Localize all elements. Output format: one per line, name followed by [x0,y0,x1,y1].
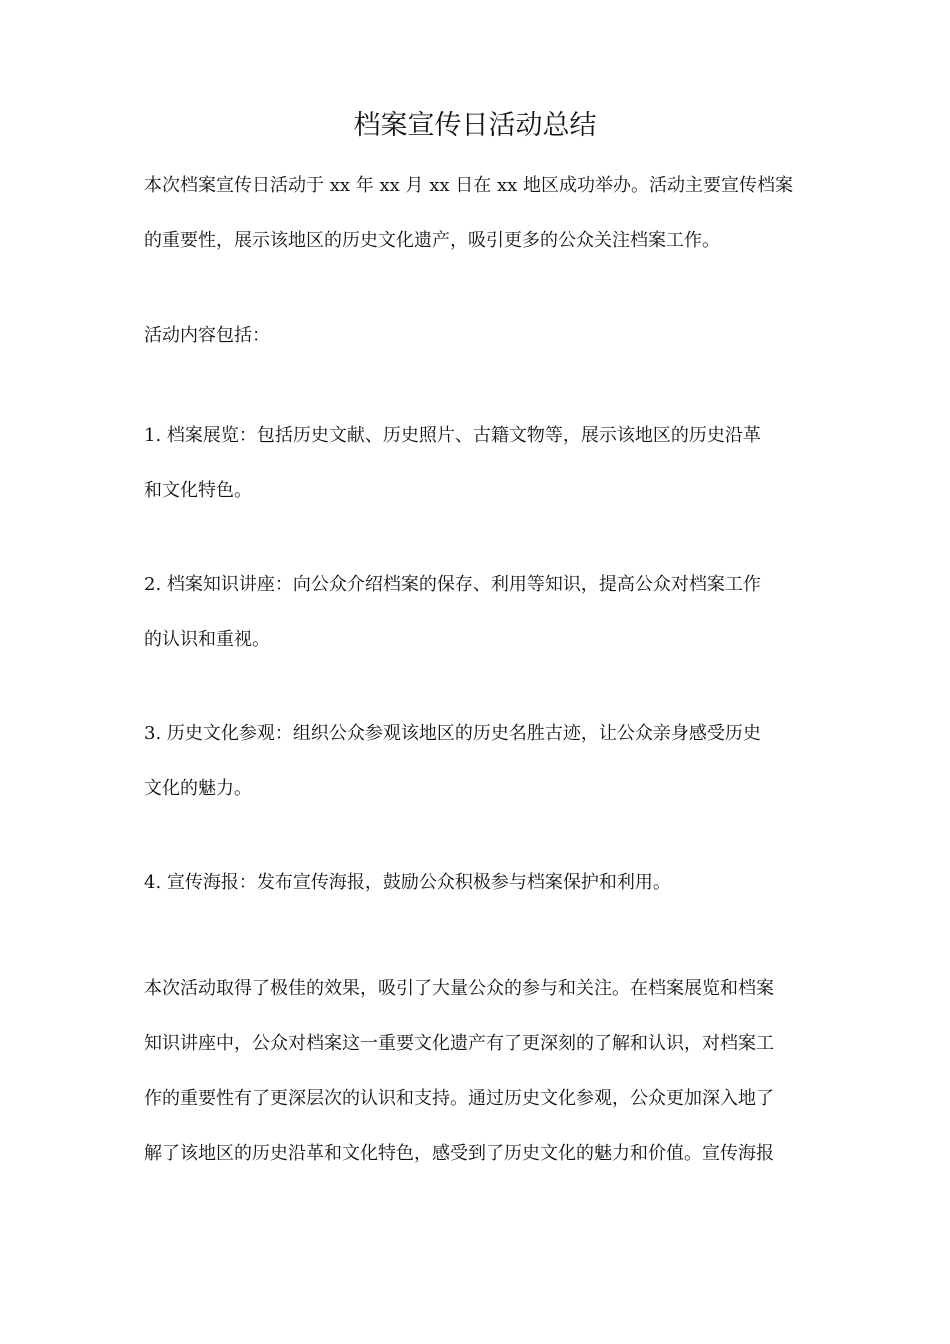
text-line: 本次档案宣传日活动于 xx 年 xx 月 xx 日在 xx 地区成功举办。活动主要宣传档案 [144,175,793,196]
intro-paragraph [144,158,814,268]
text-line: 和文化特色。 [144,480,252,501]
list-item-1 [144,408,814,518]
text-line: 1. 档案展览：包括历史文献、历史照片、古籍文物等，展示该地区的历史沿革 [144,425,761,446]
text-line: 解了该地区的历史沿革和文化特色，感受到了历史文化的魅力和价值。宣传海报 [144,1143,774,1164]
text-line: 的重要性，展示该地区的历史文化遗产，吸引更多的公众关注档案工作。 [144,230,720,251]
text-line: 的认识和重视。 [144,629,270,650]
list-item-2 [144,557,814,667]
text-line: 作的重要性有了更深层次的认识和支持。通过历史文化参观，公众更加深入地了 [144,1088,774,1109]
text-line: 活动内容包括： [144,325,270,346]
text-line: 文化的魅力。 [144,778,252,799]
list-item-4 [144,855,814,910]
text-line: 3. 历史文化参观：组织公众参观该地区的历史名胜古迹，让公众亲身感受历史 [144,723,761,744]
text-line: 知识讲座中，公众对档案这一重要文化遗产有了更深刻的了解和认识，对档案工 [144,1033,774,1054]
list-item-3 [144,706,814,816]
content-heading [144,308,814,363]
text-line: 2. 档案知识讲座：向公众介绍档案的保存、利用等知识，提高公众对档案工作 [144,574,761,595]
text-line: 本次活动取得了极佳的效果，吸引了大量公众的参与和关注。在档案展览和档案 [144,978,774,999]
document-title: 档案宣传日活动总结 [353,110,597,141]
text-line: 4. 宣传海报：发布宣传海报，鼓励公众积极参与档案保护和利用。 [144,872,671,893]
result-paragraph [144,961,814,1181]
